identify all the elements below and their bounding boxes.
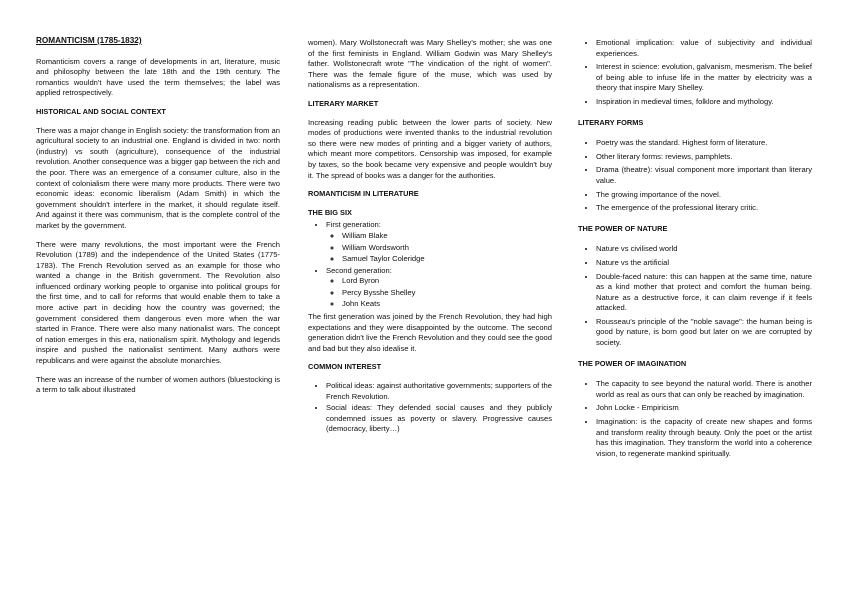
first-generation-label: First generation: [326,220,381,230]
literary-market-paragraph: Increasing reading public between the lower parts of society. New modes of productions were invented thanks to the industrial revolution so there were new modes of printing and a bigger variety of authors, which meant more competitors. Censorship was imposed, for example by taxes, so the book became very expensive and people wouldn't buy it. The spread of books was a danger for the authorities. [308,117,552,180]
historical-paragraph-3: There was an increase of the number of women authors (bluestocking is a term to talk about illustrated [36,374,280,395]
list-item: ◦ William Blake [342,231,552,242]
list-item: • The emergence of the professional literary critic. [596,203,812,214]
list-item: ◦ Lord Byron [342,276,552,287]
literary-market-heading: LITERARY MARKET [308,98,379,108]
list-item: • Poetry was the standard. Highest form of literature. [596,138,812,149]
list-item: • The growing importance of the novel. [596,190,812,201]
list-item: • Nature vs civilised world [596,244,812,255]
list-item: • Interest in science: evolution, galvanism, mesmerism. The belief of being able to infuse life in the matter by electricity was a theory that inspire Mary Shelley. [596,62,812,94]
list-item: • Other literary forms: reviews, pamphlets. [596,152,812,163]
common-interest-heading: COMMON INTEREST [308,362,382,372]
list-item: • John Locke - Empiricism [596,403,812,414]
list-item [326,220,552,264]
power-of-imagination-list [578,379,812,459]
document-title: ROMANTICISM (1785-1832) [36,36,142,45]
second-generation-label: Second generation: [326,265,392,275]
historical-context-heading: HISTORICAL AND SOCIAL CONTEXT [36,106,166,116]
list-item: • Nature vs the artificial [596,258,812,269]
historical-paragraph-2: There were many revolutions, the most important were the French Revolution (1789) and the independence of the United States (1775-1783). The French Revolution served as an example for those who wanted a change in the British government. The Revolution also influenced ordinary working people to organise into political groups for the first time, and to call for reforms that would enable them to take a more active part in deciding how the country was governed; the government considered them dangerous even more when the war started in France. There were also many nationalist wars. The concept of nation emerges in this era, nationalism spirit. Mythology and legends inspire and pushed the nationalist sentiment. Many authors were republicans and were against the absolute monarchies. [36,239,280,366]
list-item: ◦ Samuel Taylor Coleridge [342,254,552,265]
power-of-imagination-heading: THE POWER OF IMAGINATION [578,358,687,368]
list-item: • Inspiration in medieval times, folklore and mythology. [596,97,812,108]
list-item: • The capacity to see beyond the natural world. There is another world as real as ours that can only be reached by imagination. [596,379,812,400]
list-item: • Emotional implication: value of subjectivity and individual experiences. [596,38,812,59]
list-item: ◦ Percy Bysshe Shelley [342,288,552,299]
romanticism-literature-heading: ROMANTICISM IN LITERATURE [308,189,419,199]
list-item: • Drama (theatre): visual component more important than literary value. [596,165,812,186]
historical-paragraph-1: There was a major change in English society: the transformation from an agricultural society to an industrial one. England is divided in two: north (industry) vs south (agriculture), consequence of the industrial revolution. Another consequence was a bigger gap between the rich and the poor. There was an emergence of a consumer culture, also in the context of colonialism there were many more products. There were two economic ideas: economic liberalism (Adam Smith) in which the government shouldn't interfere in the market, it should regulate itself. And against it there was communism, that is the complete control of the market by the government. [36,125,280,230]
list-item: • Political ideas: against authoritative governments; supporters of the French Revolution. [326,381,552,402]
big-six-heading: THE BIG SIX [308,207,352,217]
list-item: • Social ideas: They defended social causes and they publicly condemned issues as poverty or slavery. Progressive causes (democracy, liberty…) [326,403,552,435]
list-item: ◦ John Keats [342,299,552,310]
list-item [326,266,552,310]
power-of-nature-list [578,244,812,348]
literary-forms-heading: LITERARY FORMS [578,117,644,127]
column-1 [36,36,280,404]
big-six-list [308,220,552,310]
common-interest-list [308,381,552,435]
column-2 [308,38,552,443]
column-3 [578,38,812,467]
literary-forms-list [578,138,812,214]
generations-paragraph: The first generation was joined by the French Revolution, they had high expectations and they were disappointed by the outcome. The second generation didn't live the French Revolution and they could see the good and bad but they also idealise it. [308,312,552,353]
intro-paragraph: Romanticism covers a range of developments in art, literature, music and philosophy between the late 18th and the 19th century. The romantics wouldn't have used the term themselves; the label was applied retrospectively. [36,56,280,98]
list-item: • Imagination: is the capacity of create new shapes and forms and transform reality through beauty. Only the poet or the artist has this imagination. They transform the world into a coherence vision, to regenerate mankind spiritually. [596,417,812,459]
first-generation-list [326,231,552,265]
second-generation-list [326,276,552,310]
interest-list-continued [578,38,812,108]
list-item: ◦ William Wordsworth [342,243,552,254]
list-item: • Double-faced nature: this can happen at the same time, nature as a kind mother that protect and comfort the human being. Nature as a destructive force, it can claim revenge if it feels attacked. [596,272,812,314]
power-of-nature-heading: THE POWER OF NATURE [578,223,668,233]
women-authors-paragraph: women). Mary Wollstonecraft was Mary Shelley's mother; she was one of the first feminists in England. William Godwin was Mary Shelley's father. Wollstonecraft wrote "The vindication of the right of women". There was the female figure of the muse, which was used by nationalisms as a representation. [308,38,552,90]
list-item: • Rousseau's principle of the "noble savage": the human being is good by nature, is born good but later on we are corrupted by society. [596,317,812,349]
